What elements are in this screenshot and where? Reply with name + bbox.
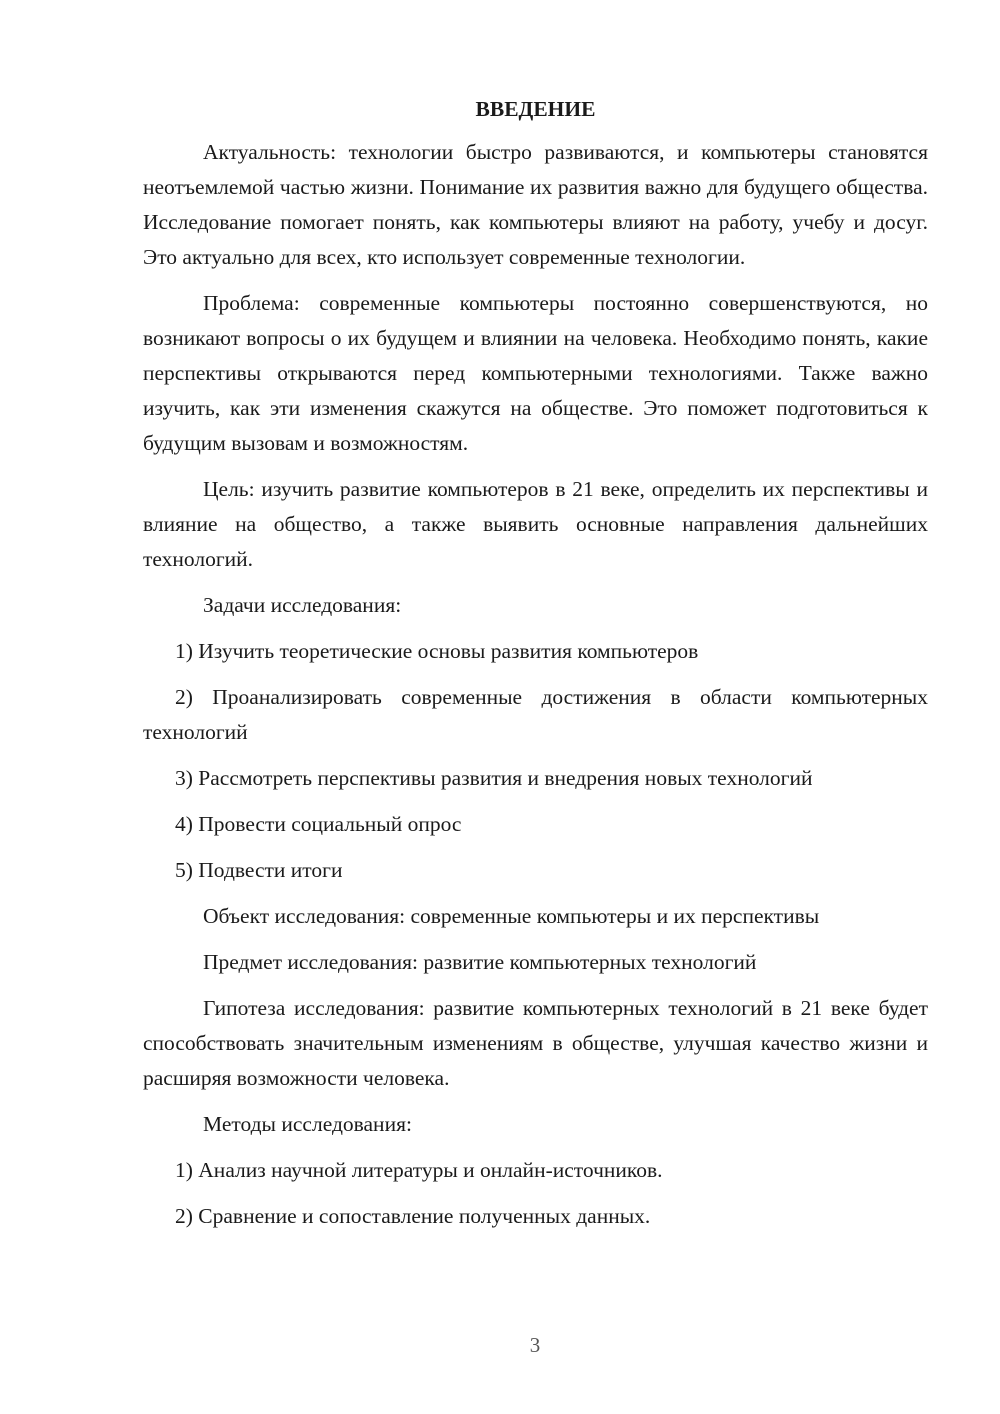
tasks-heading: Задачи исследования: xyxy=(203,593,402,617)
task-item: 5) Подвести итоги xyxy=(175,858,343,882)
method-item: 1) Анализ научной литературы и онлайн-источников. xyxy=(175,1158,663,1182)
methods-heading: Методы исследования: xyxy=(203,1112,412,1136)
task-item: 3) Рассмотреть перспективы развития и внедрения новых технологий xyxy=(175,766,813,790)
subject-paragraph: Предмет исследования: развитие компьютерных технологий xyxy=(203,950,757,974)
method-item: 2) Сравнение и сопоставление полученных данных. xyxy=(175,1204,651,1228)
hypothesis-paragraph: Гипотеза исследования: развитие компьютерных технологий в 21 веке будет способствовать значительным изменениям в обществе, улучшая качество жизни и расширяя возможности человека. xyxy=(143,996,928,1090)
task-item: 1) Изучить теоретические основы развития компьютеров xyxy=(175,639,699,663)
goal-paragraph: Цель: изучить развитие компьютеров в 21 веке, определить их перспективы и влияние на общество, а также выявить основные направления дальнейших технологий. xyxy=(143,477,928,571)
document-page xyxy=(143,92,928,1245)
relevance-paragraph: Актуальность: технологии быстро развиваются, и компьютеры становятся неотъемлемой частью жизни. Понимание их развития важно для будущего общества. Исследование помогает понять, как компьютеры влияют на работу, учебу и досуг. Это актуально для всех, кто использует современные технологии. xyxy=(143,140,928,269)
page-number: 3 xyxy=(529,1333,541,1357)
task-item: 4) Провести социальный опрос xyxy=(175,812,462,836)
task-item: 2) Проанализировать современные достижения в области компьютерных технологий xyxy=(143,685,928,744)
section-title: ВВЕДЕНИЕ xyxy=(475,97,596,121)
problem-paragraph: Проблема: современные компьютеры постоянно совершенствуются, но возникают вопросы о их будущем и влиянии на человека. Необходимо понять, какие перспективы открываются перед компьютерными технологиями. Также важно изучить, как эти изменения скажутся на обществе. Это поможет подготовиться к будущим вызовам и возможностям. xyxy=(143,291,928,455)
object-paragraph: Объект исследования: современные компьютеры и их перспективы xyxy=(203,904,820,928)
